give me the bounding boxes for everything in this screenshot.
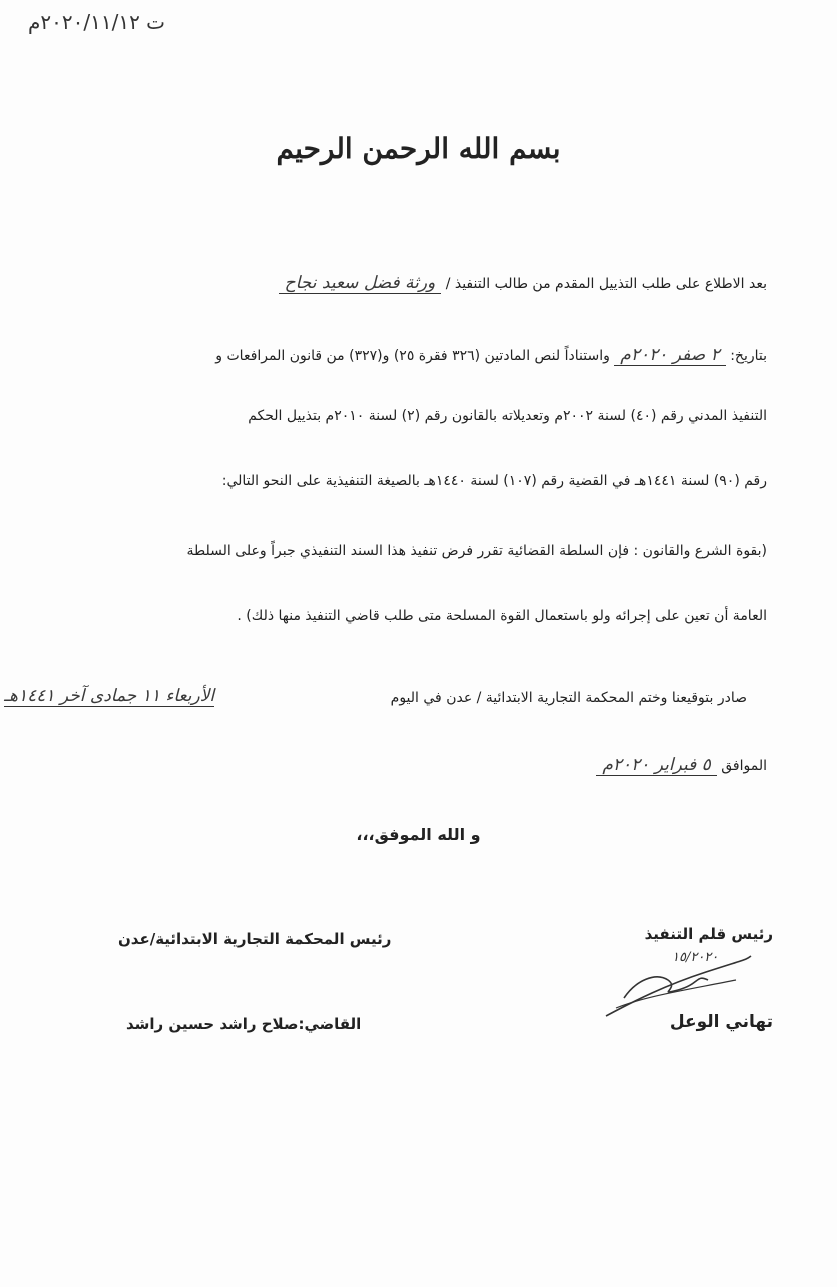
line-date-legal-basis: [67, 345, 767, 365]
judge-name: القاضي:صلاح راشد حسين راشد: [126, 1015, 362, 1033]
reference-date-note: ت ٢٠٢٠/١١/١٢م: [28, 10, 165, 34]
line-judgment-number: رقم (٩٠) لسنة ١٤٤١هـ في القضية رقم (١٠٧) لسنة ١٤٤٠هـ بالصيغة التنفيذية على النحو التالي:: [221, 473, 767, 489]
line-1-printed: بعد الاطلاع على طلب التذييل المقدم من طالب التنفيذ /: [445, 276, 767, 292]
court-president-title: رئيس المحكمة التجارية الابتدائية/عدن: [118, 930, 392, 948]
issue-day-handwritten: الأربعاء ١١ جمادى آخر ١٤٤١هـ: [4, 686, 215, 706]
line-request-review: [67, 273, 767, 293]
execution-head-title: رئيس قلم التنفيذ: [644, 925, 773, 943]
line-8-printed: الموافق: [721, 758, 767, 774]
line-issued-by-court: صادر بتوقيعنا وختم المحكمة التجارية الابتدائية / عدن في اليوم: [390, 690, 747, 706]
closing-phrase: و الله الموفق،،،: [356, 825, 481, 844]
applicant-name-handwritten: ورثة فضل سعيد نجاح: [279, 273, 442, 294]
line-corresponding-date: [67, 755, 767, 775]
line-enforcement-clause: (بقوة الشرع والقانون : فإن السلطة القضائية تقرر فرض تنفيذ هذا السند التنفيذي جبراً وعلى السلطة: [186, 543, 767, 559]
execution-head-name: تهاني الوعل: [669, 1012, 773, 1032]
request-date-handwritten: ٢ صفر ٢٠٢٠م: [614, 345, 725, 366]
basmala-heading: بسم الله الرحمن الرحيم: [276, 132, 561, 165]
line-2-printed-before: بتاريخ:: [730, 348, 767, 364]
signature-date-handwritten: ١٥/٢٠٢٠: [672, 950, 719, 965]
line-2-printed-after: واستناداً لنص المادتين (٣٢٦ فقرة ٢٥) و(٣٢٧) من قانون المرافعات و: [215, 348, 610, 364]
line-public-authority: العامة أن تعين على إجرائه ولو باستعمال القوة المسلحة متى طلب قاضي التنفيذ منها ذلك) .: [237, 608, 767, 624]
line-civil-execution-law: التنفيذ المدني رقم (٤٠) لسنة ٢٠٠٢م وتعديلاته بالقانون رقم (٢) لسنة ٢٠١٠م بتذييل الحكم: [248, 408, 767, 424]
corresponding-date-handwritten: ٥ فبراير ٢٠٢٠م: [596, 755, 716, 776]
